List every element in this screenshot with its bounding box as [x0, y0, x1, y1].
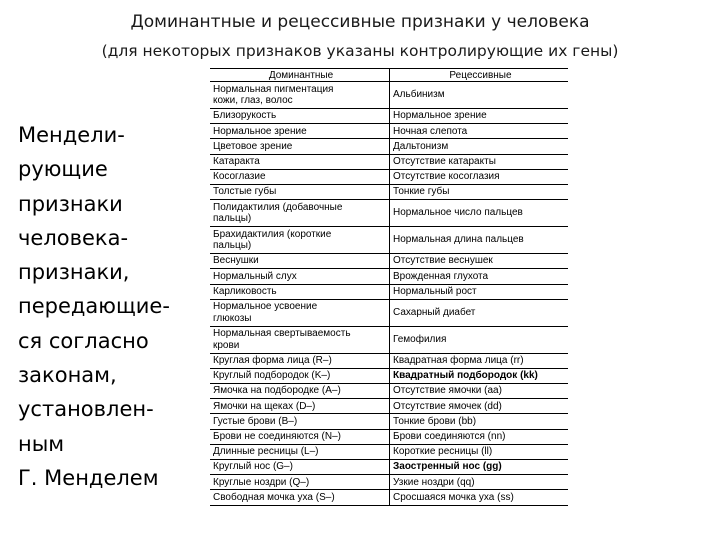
header-recessive: Рецессивные — [390, 69, 569, 82]
dominant-trait-cell: Свободная мочка уха (S–) — [210, 490, 390, 505]
table-row — [210, 460, 568, 475]
table-row — [210, 326, 568, 353]
table-row — [210, 124, 568, 139]
table-row — [210, 254, 568, 269]
recessive-trait-cell: Ночная слепота — [390, 124, 569, 139]
table-row — [210, 154, 568, 169]
dominant-trait-cell: Полидактилия (добавочные пальцы) — [210, 200, 390, 227]
recessive-trait-cell: Отсутствие ямочек (dd) — [390, 399, 569, 414]
dominant-trait-cell: Круглая форма лица (R–) — [210, 353, 390, 368]
dominant-trait-cell: Брови не соединяются (N–) — [210, 429, 390, 444]
table-row — [210, 227, 568, 254]
recessive-trait-cell: Квадратная форма лица (rr) — [390, 353, 569, 368]
side-text-line: ся согласно — [18, 328, 149, 353]
recessive-trait-cell: Брови соединяются (nn) — [390, 429, 569, 444]
table-row — [210, 429, 568, 444]
table-row — [210, 384, 568, 399]
side-text-line: Г. Менделем — [18, 465, 159, 490]
table-row — [210, 475, 568, 490]
side-text-line: передающие- — [18, 294, 170, 319]
table-row — [210, 399, 568, 414]
recessive-trait-cell: Тонкие губы — [390, 184, 569, 199]
header-dominant: Доминантные — [210, 69, 390, 82]
recessive-trait-cell: Отсутствие косоглазия — [390, 169, 569, 184]
dominant-trait-cell: Брахидактилия (короткие пальцы) — [210, 227, 390, 254]
side-text-line: Мендели- — [18, 123, 125, 147]
recessive-trait-cell: Врожденная глухота — [390, 269, 569, 284]
dominant-trait-cell: Косоглазие — [210, 169, 390, 184]
table-row — [210, 139, 568, 154]
table-row — [210, 490, 568, 505]
dominant-trait-cell: Нормальное усвоение глюкозы — [210, 299, 390, 326]
table-row — [210, 299, 568, 326]
recessive-trait-cell: Короткие ресницы (ll) — [390, 444, 569, 459]
table-row — [210, 200, 568, 227]
table-row — [210, 269, 568, 284]
table-row — [210, 444, 568, 459]
dominant-trait-cell: Нормальное зрение — [210, 124, 390, 139]
dominant-trait-cell: Цветовое зрение — [210, 139, 390, 154]
dominant-trait-cell: Нормальная пигментация кожи, глаз, волос — [210, 82, 390, 109]
dominant-trait-cell: Длинные ресницы (L–) — [210, 444, 390, 459]
side-text-line: ным — [18, 431, 65, 456]
table-row — [210, 353, 568, 368]
dominant-trait-cell: Ямочка на подбородке (А–) — [210, 384, 390, 399]
recessive-trait-cell: Сахарный диабет — [390, 299, 569, 326]
recessive-trait-cell: Отсутствие ямочки (аа) — [390, 384, 569, 399]
table-row — [210, 82, 568, 109]
dominant-trait-cell: Толстые губы — [210, 184, 390, 199]
recessive-trait-cell: Нормальное зрение — [390, 109, 569, 124]
table-row — [210, 109, 568, 124]
table-body — [210, 82, 568, 506]
recessive-trait-cell: Альбинизм — [390, 82, 569, 109]
dominant-trait-cell: Веснушки — [210, 254, 390, 269]
recessive-trait-cell: Сросшаяся мочка уха (ss) — [390, 490, 569, 505]
recessive-trait-cell: Нормальный рост — [390, 284, 569, 299]
recessive-trait-cell: Отсутствие катаракты — [390, 154, 569, 169]
recessive-trait-cell: Узкие ноздри (qq) — [390, 475, 569, 490]
table-row — [210, 284, 568, 299]
recessive-trait-cell: Заостренный нос (gg) — [390, 460, 569, 475]
side-text-line: признаки — [18, 191, 123, 216]
recessive-trait-cell: Тонкие брови (bb) — [390, 414, 569, 429]
dominant-trait-cell: Круглый нос (G–) — [210, 460, 390, 475]
table-row — [210, 414, 568, 429]
side-description — [18, 118, 198, 495]
table-row — [210, 368, 568, 383]
side-text-line: установлен- — [18, 397, 154, 422]
table-header-row — [210, 69, 568, 82]
recessive-trait-cell: Нормальная длина пальцев — [390, 227, 569, 254]
dominant-trait-cell: Круглые ноздри (Q–) — [210, 475, 390, 490]
dominant-trait-cell: Нормальная свертываемость крови — [210, 326, 390, 353]
table-row — [210, 184, 568, 199]
side-text-line: законам, — [18, 363, 117, 388]
recessive-trait-cell: Дальтонизм — [390, 139, 569, 154]
side-text-line: признаки, — [18, 260, 130, 285]
page-subtitle: (для некоторых признаков указаны контролирующие их гены) — [101, 42, 619, 60]
side-text-line: человека- — [18, 225, 129, 250]
recessive-trait-cell: Отсутствие веснушек — [390, 254, 569, 269]
dominant-trait-cell: Близорукость — [210, 109, 390, 124]
dominant-trait-cell: Ямочки на щеках (D–) — [210, 399, 390, 414]
traits-table — [210, 68, 568, 506]
side-text-line: рующие — [18, 157, 108, 182]
dominant-trait-cell: Круглый подбородок (K–) — [210, 368, 390, 383]
dominant-trait-cell: Нормальный слух — [210, 269, 390, 284]
dominant-trait-cell: Катаракта — [210, 154, 390, 169]
recessive-trait-cell: Нормальное число пальцев — [390, 200, 569, 227]
page-title: Доминантные и рецессивные признаки у человека — [130, 12, 590, 32]
table-row — [210, 169, 568, 184]
dominant-trait-cell: Карликовость — [210, 284, 390, 299]
recessive-trait-cell: Гемофилия — [390, 326, 569, 353]
recessive-trait-cell: Квадратный подбородок (kk) — [390, 368, 569, 383]
dominant-trait-cell: Густые брови (B–) — [210, 414, 390, 429]
